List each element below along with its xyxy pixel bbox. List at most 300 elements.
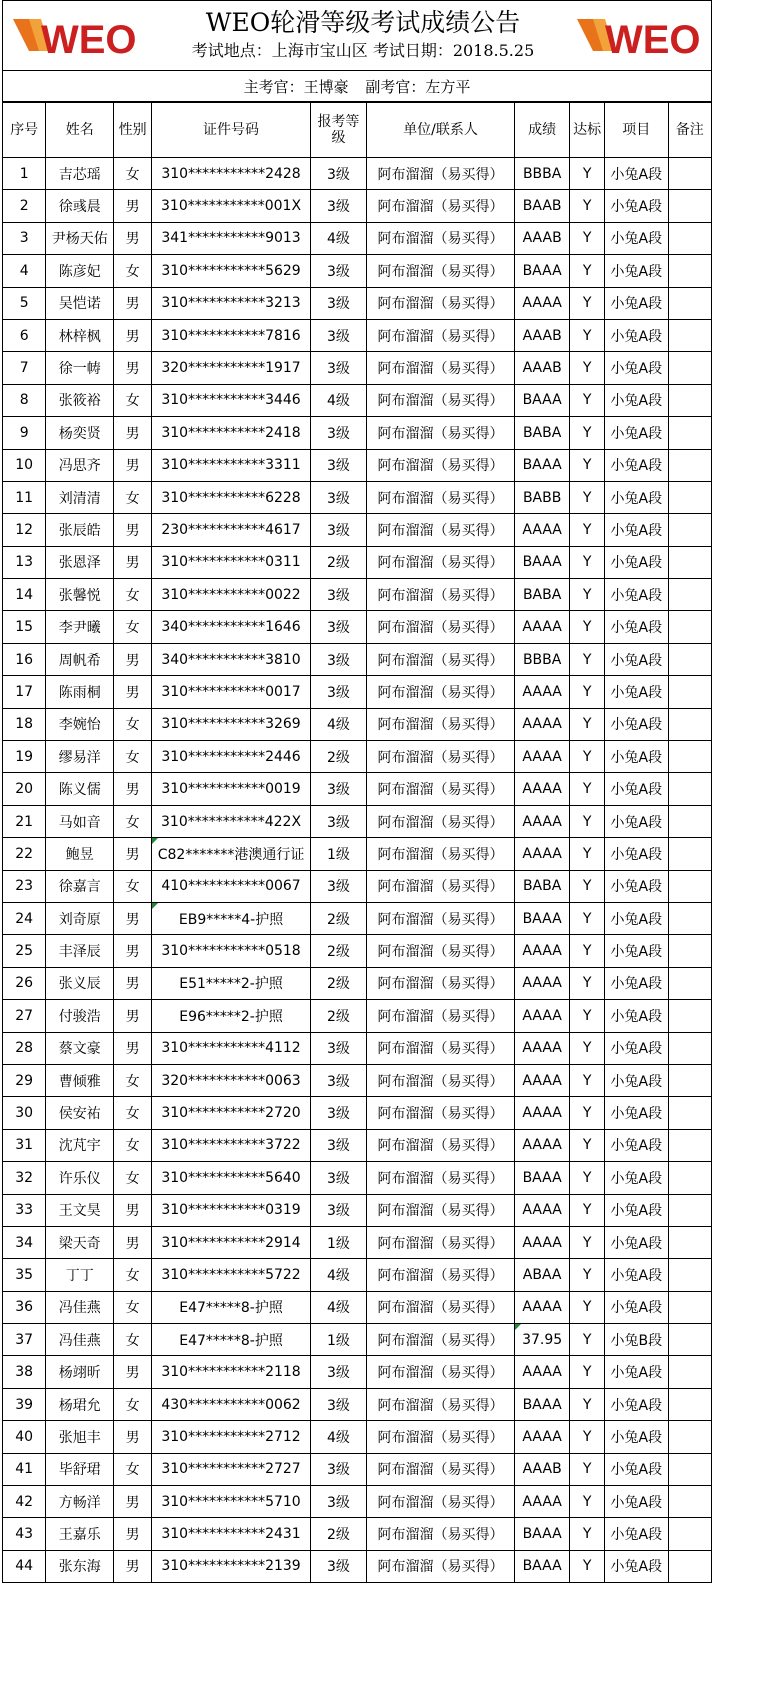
cell-pass: Y — [570, 190, 605, 222]
cell-program: 小兔A段 — [605, 1097, 668, 1129]
cell-score: AAAA — [515, 1421, 570, 1453]
cell-pass: Y — [570, 158, 605, 190]
cell-program: 小兔A段 — [605, 287, 668, 319]
cell-unit: 阿布溜溜（易买得） — [366, 255, 514, 287]
cell-id-number: 310***********0017 — [152, 676, 311, 708]
cell-name: 毕舒珺 — [46, 1453, 114, 1485]
table-row — [3, 1129, 712, 1161]
cell-index: 42 — [3, 1486, 46, 1518]
cell-index: 21 — [3, 805, 46, 837]
examiners-row — [2, 70, 712, 102]
cell-program: 小兔A段 — [605, 158, 668, 190]
cell-program: 小兔A段 — [605, 1550, 668, 1582]
cell-level: 3级 — [310, 287, 366, 319]
cell-level: 3级 — [310, 449, 366, 481]
cell-pass: Y — [570, 1421, 605, 1453]
cell-remark — [668, 1324, 711, 1356]
table-row — [3, 1000, 712, 1032]
table-row — [3, 1388, 712, 1420]
cell-level: 3级 — [310, 1032, 366, 1064]
cell-gender: 男 — [114, 1486, 152, 1518]
cell-index: 27 — [3, 1000, 46, 1032]
cell-level: 2级 — [310, 967, 366, 999]
cell-name: 许乐仪 — [46, 1162, 114, 1194]
cell-program: 小兔A段 — [605, 708, 668, 740]
cell-gender: 女 — [114, 1259, 152, 1291]
logo-text: WEO — [605, 18, 701, 59]
cell-program: 小兔A段 — [605, 773, 668, 805]
cell-name: 刘清清 — [46, 481, 114, 513]
cell-level: 3级 — [310, 319, 366, 351]
cell-index: 38 — [3, 1356, 46, 1388]
cell-pass: Y — [570, 935, 605, 967]
cell-level: 1级 — [310, 1324, 366, 1356]
cell-index: 34 — [3, 1226, 46, 1258]
cell-name: 冯佳燕 — [46, 1324, 114, 1356]
cell-unit: 阿布溜溜（易买得） — [366, 1259, 514, 1291]
cell-name: 陈彦妃 — [46, 255, 114, 287]
title-block — [163, 7, 563, 63]
cell-score: BAAB — [515, 190, 570, 222]
cell-remark — [668, 319, 711, 351]
cell-remark — [668, 352, 711, 384]
cell-name: 刘奇原 — [46, 902, 114, 934]
cell-index: 32 — [3, 1162, 46, 1194]
cell-program: 小兔A段 — [605, 222, 668, 254]
cell-program: 小兔A段 — [605, 1486, 668, 1518]
cell-level: 3级 — [310, 481, 366, 513]
cell-score: BBBA — [515, 158, 570, 190]
cell-pass: Y — [570, 514, 605, 546]
cell-unit: 阿布溜溜（易买得） — [366, 643, 514, 675]
cell-gender: 男 — [114, 902, 152, 934]
cell-name: 冯佳燕 — [46, 1291, 114, 1323]
cell-pass: Y — [570, 902, 605, 934]
cell-unit: 阿布溜溜（易买得） — [366, 546, 514, 578]
table-row — [3, 1226, 712, 1258]
cell-score: BAAA — [515, 902, 570, 934]
cell-program: 小兔A段 — [605, 384, 668, 416]
cell-program: 小兔A段 — [605, 676, 668, 708]
cell-level: 3级 — [310, 643, 366, 675]
cell-unit: 阿布溜溜（易买得） — [366, 935, 514, 967]
table-row — [3, 158, 712, 190]
cell-gender: 女 — [114, 805, 152, 837]
cell-score: BBBA — [515, 643, 570, 675]
cell-pass: Y — [570, 773, 605, 805]
cell-level: 3级 — [310, 190, 366, 222]
cell-gender: 男 — [114, 449, 152, 481]
cell-score: AAAA — [515, 1226, 570, 1258]
cell-unit: 阿布溜溜（易买得） — [366, 190, 514, 222]
cell-score: BABB — [515, 481, 570, 513]
table-row — [3, 190, 712, 222]
cell-unit: 阿布溜溜（易买得） — [366, 741, 514, 773]
cell-remark — [668, 255, 711, 287]
cell-remark — [668, 158, 711, 190]
cell-unit: 阿布溜溜（易买得） — [366, 352, 514, 384]
cell-name: 徐彧晨 — [46, 190, 114, 222]
cell-level: 4级 — [310, 708, 366, 740]
logo-text: WEO — [41, 18, 137, 59]
cell-remark — [668, 1259, 711, 1291]
cell-pass: Y — [570, 1486, 605, 1518]
cell-remark — [668, 676, 711, 708]
cell-level: 3级 — [310, 870, 366, 902]
cell-score: AAAA — [515, 1000, 570, 1032]
table-row — [3, 1064, 712, 1096]
cell-pass: Y — [570, 1000, 605, 1032]
weo-logo-left — [11, 15, 161, 59]
cell-program: 小兔A段 — [605, 319, 668, 351]
table-row — [3, 1097, 712, 1129]
cell-unit: 阿布溜溜（易买得） — [366, 1129, 514, 1161]
cell-pass: Y — [570, 1064, 605, 1096]
cell-remark — [668, 1291, 711, 1323]
cell-name: 张筱裕 — [46, 384, 114, 416]
table-row — [3, 1259, 712, 1291]
cell-unit: 阿布溜溜（易买得） — [366, 676, 514, 708]
cell-id-number: 310***********001X — [152, 190, 311, 222]
cell-gender: 男 — [114, 1226, 152, 1258]
cell-id-number: 310***********5722 — [152, 1259, 311, 1291]
cell-name: 方畅洋 — [46, 1486, 114, 1518]
cell-name: 李婉怡 — [46, 708, 114, 740]
cell-level: 4级 — [310, 222, 366, 254]
cell-pass: Y — [570, 643, 605, 675]
cell-id-number: 310***********2428 — [152, 158, 311, 190]
cell-remark — [668, 611, 711, 643]
cell-program: 小兔A段 — [605, 838, 668, 870]
cell-gender: 男 — [114, 676, 152, 708]
cell-score: AAAA — [515, 1486, 570, 1518]
cell-remark — [668, 546, 711, 578]
cell-pass: Y — [570, 1162, 605, 1194]
table-row — [3, 287, 712, 319]
cell-remark — [668, 417, 711, 449]
cell-pass: Y — [570, 1097, 605, 1129]
table-row — [3, 514, 712, 546]
cell-level: 3级 — [310, 1388, 366, 1420]
cell-id-number: E96*****2-护照 — [152, 1000, 311, 1032]
table-row — [3, 708, 712, 740]
cell-gender: 男 — [114, 1194, 152, 1226]
cell-level: 3级 — [310, 417, 366, 449]
cell-program: 小兔A段 — [605, 643, 668, 675]
cell-index: 16 — [3, 643, 46, 675]
chief-examiner: 主考官：王博豪 — [243, 78, 349, 96]
cell-level: 4级 — [310, 1259, 366, 1291]
cell-level: 3级 — [310, 1356, 366, 1388]
cell-remark — [668, 935, 711, 967]
cell-gender: 男 — [114, 1550, 152, 1582]
cell-program: 小兔A段 — [605, 449, 668, 481]
cell-unit: 阿布溜溜（易买得） — [366, 1550, 514, 1582]
cell-program: 小兔A段 — [605, 902, 668, 934]
cell-name: 付骏浩 — [46, 1000, 114, 1032]
cell-pass: Y — [570, 352, 605, 384]
table-row — [3, 449, 712, 481]
cell-score: AAAA — [515, 1129, 570, 1161]
cell-program: 小兔A段 — [605, 1064, 668, 1096]
cell-unit: 阿布溜溜（易买得） — [366, 1486, 514, 1518]
cell-index: 14 — [3, 579, 46, 611]
table-header-row — [3, 103, 712, 158]
cell-level: 3级 — [310, 1064, 366, 1096]
cell-index: 5 — [3, 287, 46, 319]
cell-id-number: 410***********0067 — [152, 870, 311, 902]
cell-id-number: 310***********0311 — [152, 546, 311, 578]
page-title: WEO轮滑等级考试成绩公告 — [205, 8, 521, 37]
cell-unit: 阿布溜溜（易买得） — [366, 1356, 514, 1388]
cell-unit: 阿布溜溜（易买得） — [366, 1064, 514, 1096]
cell-gender: 男 — [114, 1421, 152, 1453]
cell-id-number: 320***********0063 — [152, 1064, 311, 1096]
cell-id-number: 310***********4112 — [152, 1032, 311, 1064]
column-header: 姓名 — [46, 103, 114, 158]
cell-gender: 女 — [114, 1291, 152, 1323]
cell-program: 小兔A段 — [605, 1356, 668, 1388]
cell-pass: Y — [570, 870, 605, 902]
cell-level: 3级 — [310, 805, 366, 837]
cell-remark — [668, 287, 711, 319]
cell-score: BAAA — [515, 384, 570, 416]
cell-index: 26 — [3, 967, 46, 999]
cell-gender: 女 — [114, 1453, 152, 1485]
cell-unit: 阿布溜溜（易买得） — [366, 773, 514, 805]
table-row — [3, 676, 712, 708]
cell-name: 冯思齐 — [46, 449, 114, 481]
cell-pass: Y — [570, 676, 605, 708]
cell-unit: 阿布溜溜（易买得） — [366, 1194, 514, 1226]
cell-remark — [668, 870, 711, 902]
cell-pass: Y — [570, 449, 605, 481]
cell-gender: 男 — [114, 643, 152, 675]
cell-score: AAAA — [515, 287, 570, 319]
cell-gender: 女 — [114, 1129, 152, 1161]
table-row — [3, 1162, 712, 1194]
cell-program: 小兔B段 — [605, 1324, 668, 1356]
cell-unit: 阿布溜溜（易买得） — [366, 1453, 514, 1485]
cell-remark — [668, 741, 711, 773]
cell-pass: Y — [570, 1226, 605, 1258]
cell-score: AAAA — [515, 741, 570, 773]
cell-program: 小兔A段 — [605, 352, 668, 384]
cell-unit: 阿布溜溜（易买得） — [366, 708, 514, 740]
cell-id-number: 430***********0062 — [152, 1388, 311, 1420]
table-row — [3, 935, 712, 967]
cell-index: 13 — [3, 546, 46, 578]
table-row — [3, 255, 712, 287]
cell-remark — [668, 1550, 711, 1582]
cell-unit: 阿布溜溜（易买得） — [366, 514, 514, 546]
table-row — [3, 1356, 712, 1388]
cell-level: 2级 — [310, 1518, 366, 1550]
cell-pass: Y — [570, 805, 605, 837]
cell-name: 周帆希 — [46, 643, 114, 675]
table-body — [3, 158, 712, 1583]
cell-gender: 女 — [114, 741, 152, 773]
cell-pass: Y — [570, 417, 605, 449]
cell-index: 22 — [3, 838, 46, 870]
cell-gender: 男 — [114, 1032, 152, 1064]
cell-gender: 男 — [114, 546, 152, 578]
cell-id-number: 310***********2914 — [152, 1226, 311, 1258]
cell-id-number: 310***********3213 — [152, 287, 311, 319]
cell-id-number: 310***********6228 — [152, 481, 311, 513]
cell-remark — [668, 449, 711, 481]
cell-pass: Y — [570, 611, 605, 643]
cell-name: 丰泽辰 — [46, 935, 114, 967]
cell-program: 小兔A段 — [605, 805, 668, 837]
cell-pass: Y — [570, 1518, 605, 1550]
cell-index: 35 — [3, 1259, 46, 1291]
column-header: 单位/联系人 — [366, 103, 514, 158]
cell-pass: Y — [570, 1259, 605, 1291]
column-header: 项目 — [605, 103, 668, 158]
cell-unit: 阿布溜溜（易买得） — [366, 319, 514, 351]
cell-id-number: EB9*****4-护照 — [152, 902, 311, 934]
cell-index: 44 — [3, 1550, 46, 1582]
cell-name: 张馨悦 — [46, 579, 114, 611]
column-header: 证件号码 — [152, 103, 311, 158]
cell-program: 小兔A段 — [605, 1162, 668, 1194]
cell-unit: 阿布溜溜（易买得） — [366, 481, 514, 513]
cell-program: 小兔A段 — [605, 190, 668, 222]
cell-remark — [668, 222, 711, 254]
cell-score: AAAA — [515, 676, 570, 708]
cell-level: 3级 — [310, 611, 366, 643]
cell-program: 小兔A段 — [605, 1291, 668, 1323]
cell-id-number: 310***********5640 — [152, 1162, 311, 1194]
cell-pass: Y — [570, 1291, 605, 1323]
cell-gender: 男 — [114, 1518, 152, 1550]
cell-index: 12 — [3, 514, 46, 546]
cell-pass: Y — [570, 741, 605, 773]
cell-name: 丁丁 — [46, 1259, 114, 1291]
cell-pass: Y — [570, 1129, 605, 1161]
cell-level: 3级 — [310, 1550, 366, 1582]
column-header: 性别 — [114, 103, 152, 158]
cell-remark — [668, 1162, 711, 1194]
cell-remark — [668, 1421, 711, 1453]
cell-unit: 阿布溜溜（易买得） — [366, 1518, 514, 1550]
cell-pass: Y — [570, 838, 605, 870]
cell-index: 23 — [3, 870, 46, 902]
cell-gender: 男 — [114, 1356, 152, 1388]
cell-level: 1级 — [310, 1226, 366, 1258]
cell-remark — [668, 838, 711, 870]
cell-index: 25 — [3, 935, 46, 967]
cell-unit: 阿布溜溜（易买得） — [366, 902, 514, 934]
table-row — [3, 741, 712, 773]
cell-program: 小兔A段 — [605, 417, 668, 449]
cell-gender: 女 — [114, 1162, 152, 1194]
cell-gender: 男 — [114, 967, 152, 999]
cell-gender: 男 — [114, 222, 152, 254]
cell-gender: 男 — [114, 287, 152, 319]
cell-name: 杨珺允 — [46, 1388, 114, 1420]
cell-remark — [668, 1453, 711, 1485]
cell-unit: 阿布溜溜（易买得） — [366, 1162, 514, 1194]
cell-score: AAAB — [515, 352, 570, 384]
results-sheet — [2, 0, 712, 1583]
cell-program: 小兔A段 — [605, 967, 668, 999]
cell-id-number: 310***********3311 — [152, 449, 311, 481]
cell-name: 梁天奇 — [46, 1226, 114, 1258]
cell-pass: Y — [570, 579, 605, 611]
cell-index: 19 — [3, 741, 46, 773]
cell-level: 2级 — [310, 1000, 366, 1032]
cell-pass: Y — [570, 255, 605, 287]
column-header: 成绩 — [515, 103, 570, 158]
cell-name: 曹倾雅 — [46, 1064, 114, 1096]
cell-index: 36 — [3, 1291, 46, 1323]
cell-id-number: 230***********4617 — [152, 514, 311, 546]
cell-pass: Y — [570, 708, 605, 740]
table-row — [3, 579, 712, 611]
cell-score: AAAA — [515, 1194, 570, 1226]
results-table — [2, 102, 712, 1583]
cell-remark — [668, 1226, 711, 1258]
cell-id-number: 340***********3810 — [152, 643, 311, 675]
cell-score: AAAA — [515, 805, 570, 837]
cell-remark — [668, 1000, 711, 1032]
cell-level: 3级 — [310, 1097, 366, 1129]
cell-index: 15 — [3, 611, 46, 643]
cell-pass: Y — [570, 287, 605, 319]
cell-name: 李尹曦 — [46, 611, 114, 643]
cell-pass: Y — [570, 1550, 605, 1582]
cell-score: AAAA — [515, 1291, 570, 1323]
cell-gender: 女 — [114, 611, 152, 643]
cell-gender: 女 — [114, 708, 152, 740]
table-row — [3, 838, 712, 870]
cell-level: 3级 — [310, 676, 366, 708]
cell-unit: 阿布溜溜（易买得） — [366, 1226, 514, 1258]
cell-name: 陈义儒 — [46, 773, 114, 805]
cell-index: 4 — [3, 255, 46, 287]
cell-name: 缪易洋 — [46, 741, 114, 773]
cell-level: 4级 — [310, 1291, 366, 1323]
table-row — [3, 1550, 712, 1582]
cell-id-number: E47*****8-护照 — [152, 1324, 311, 1356]
cell-id-number: 310***********0518 — [152, 935, 311, 967]
cell-gender: 男 — [114, 838, 152, 870]
cell-id-number: C82*******港澳通行证 — [152, 838, 311, 870]
column-header: 序号 — [3, 103, 46, 158]
cell-id-number: 310***********2118 — [152, 1356, 311, 1388]
cell-id-number: 310***********5710 — [152, 1486, 311, 1518]
cell-unit: 阿布溜溜（易买得） — [366, 158, 514, 190]
exam-info: 考试地点：上海市宝山区 考试日期：2018.5.25 — [191, 41, 535, 60]
cell-id-number: 310***********422X — [152, 805, 311, 837]
cell-name: 吴恺诺 — [46, 287, 114, 319]
cell-pass: Y — [570, 1388, 605, 1420]
cell-score: AAAA — [515, 838, 570, 870]
cell-score: AAAA — [515, 611, 570, 643]
cell-program: 小兔A段 — [605, 1518, 668, 1550]
table-row — [3, 643, 712, 675]
cell-unit: 阿布溜溜（易买得） — [366, 579, 514, 611]
cell-program: 小兔A段 — [605, 1129, 668, 1161]
cell-index: 8 — [3, 384, 46, 416]
cell-level: 3级 — [310, 514, 366, 546]
cell-index: 37 — [3, 1324, 46, 1356]
cell-gender: 女 — [114, 870, 152, 902]
cell-name: 张恩泽 — [46, 546, 114, 578]
cell-program: 小兔A段 — [605, 870, 668, 902]
